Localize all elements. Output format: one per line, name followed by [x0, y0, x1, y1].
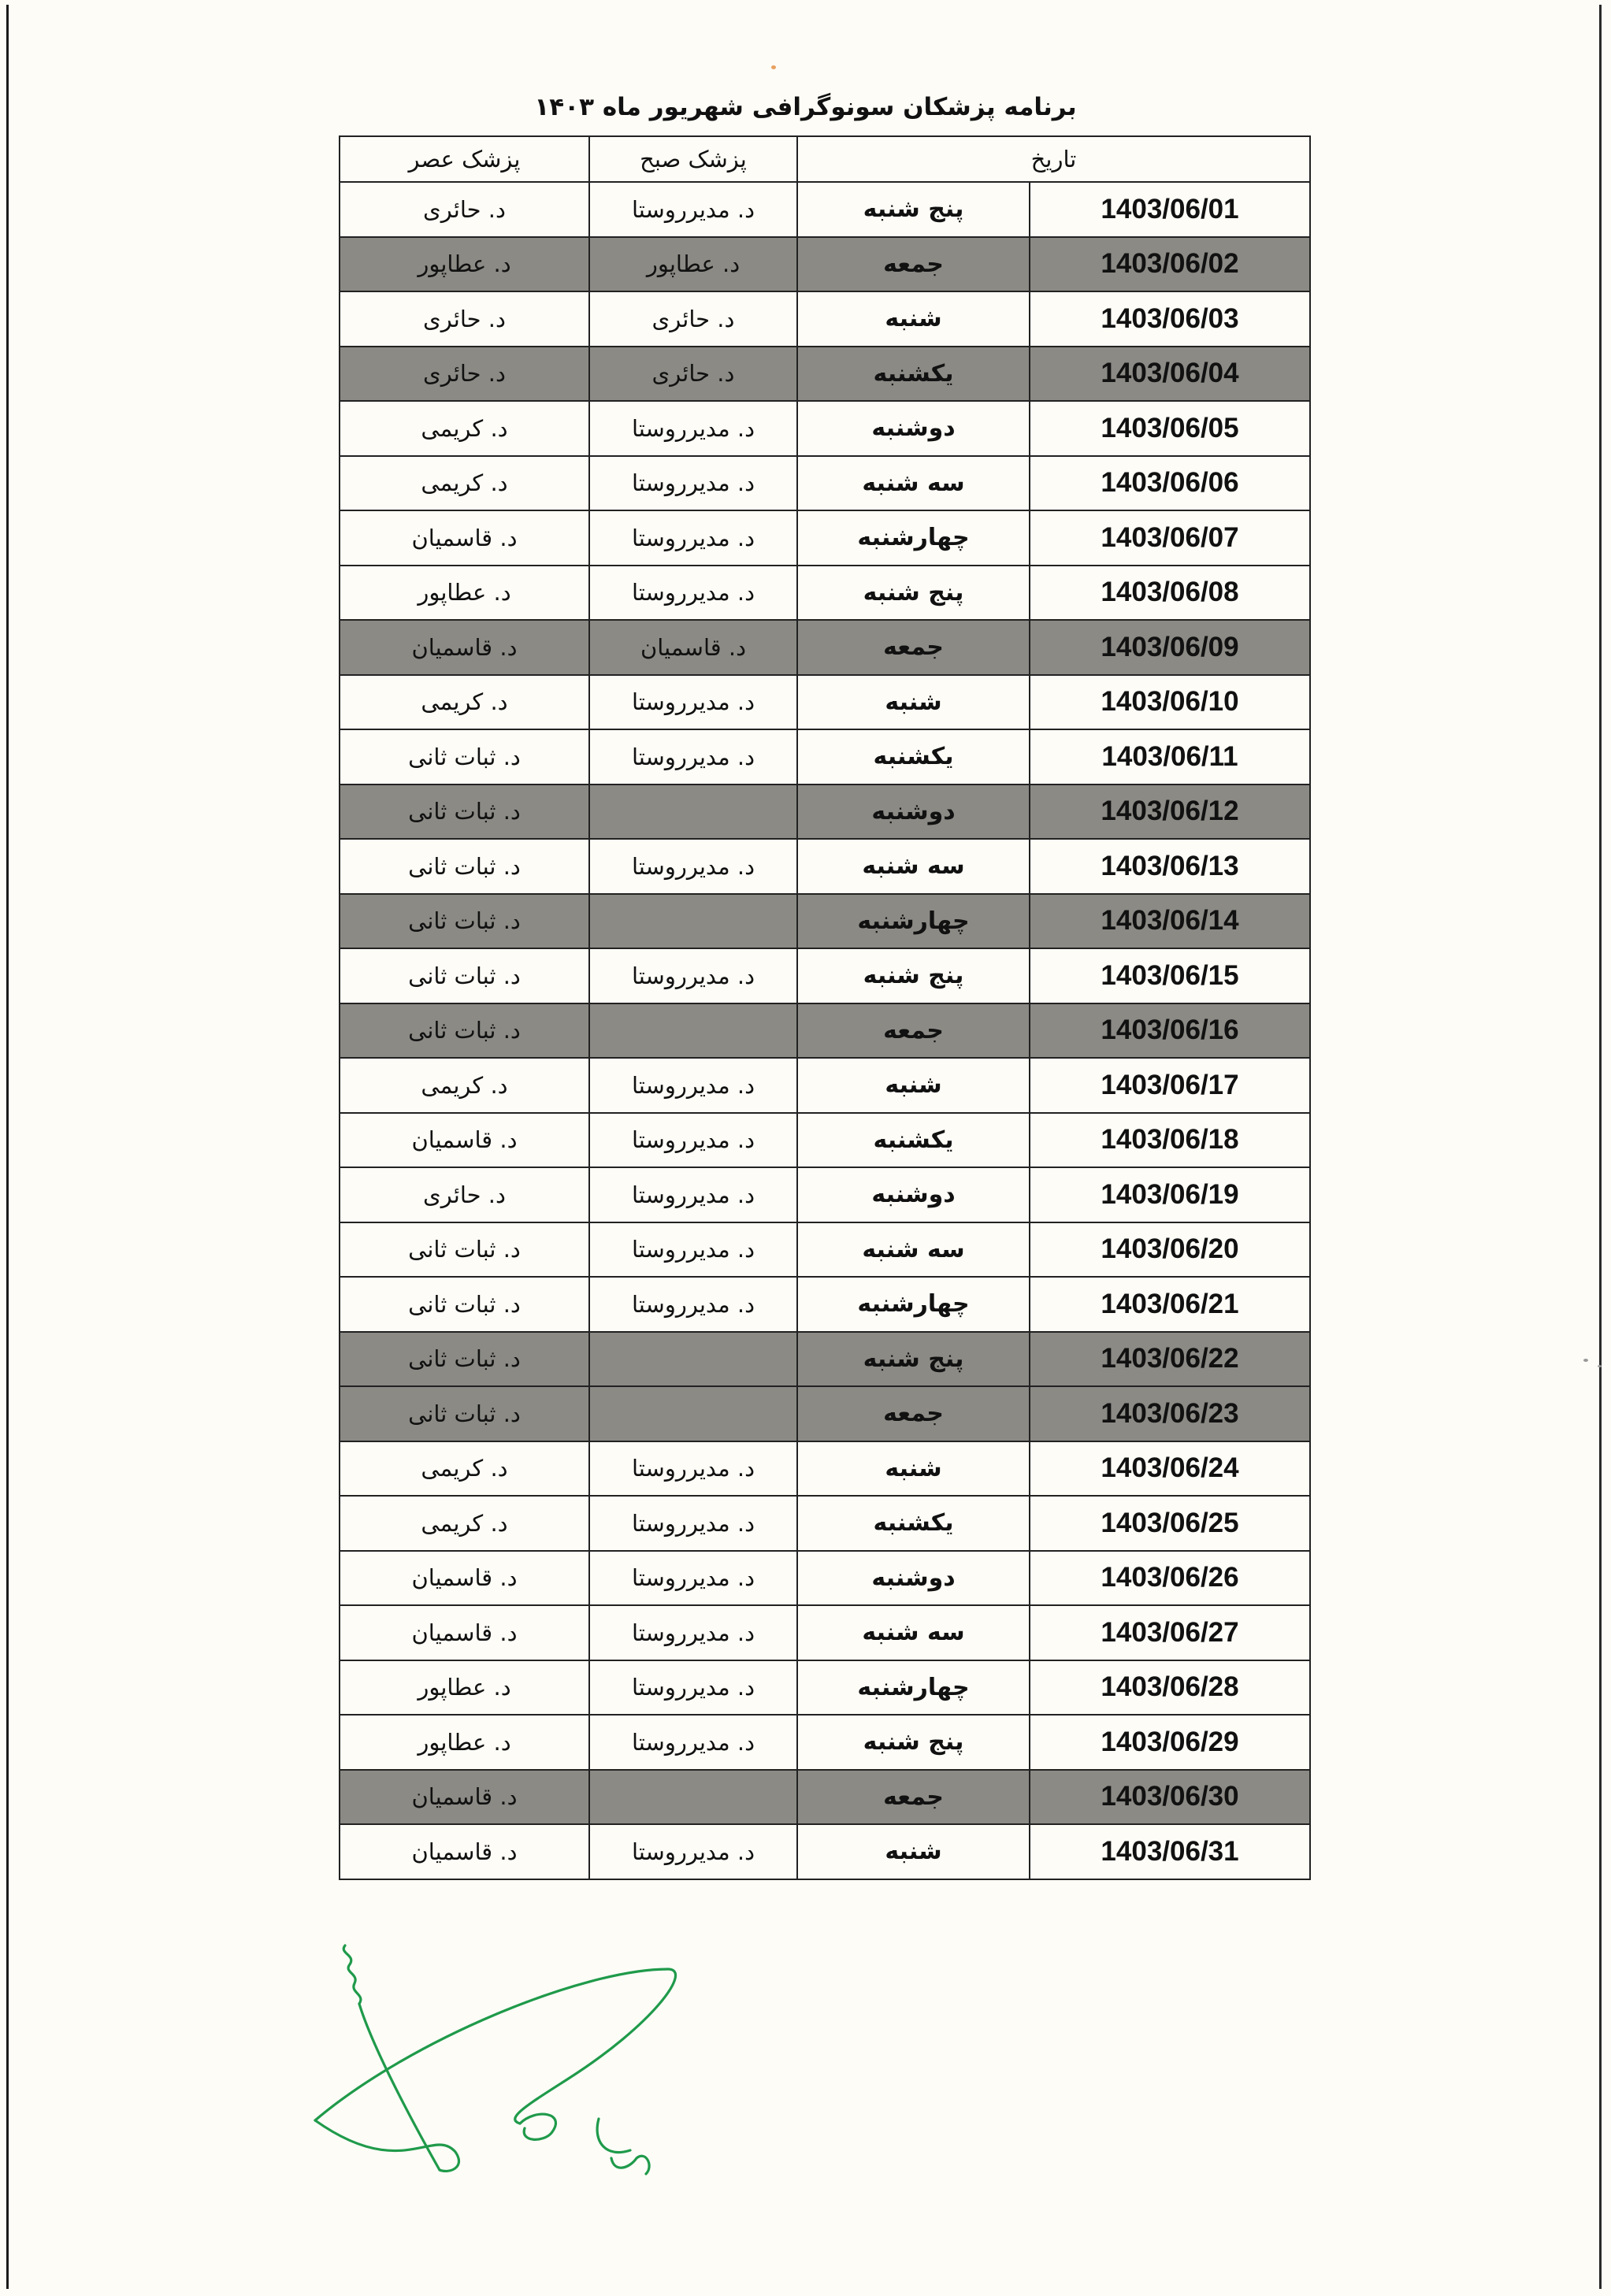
weekday-cell: جمعه: [797, 1003, 1030, 1059]
table-row: [340, 1824, 1310, 1879]
table-row: [340, 1496, 1310, 1551]
weekday-cell: شنبه: [797, 1824, 1030, 1879]
table-row: [340, 1551, 1310, 1606]
table-row: [340, 1386, 1310, 1441]
weekday-cell: شنبه: [797, 1058, 1030, 1113]
table-row: [340, 894, 1310, 949]
header-date: تاریخ: [797, 136, 1310, 182]
morning-doctor-cell: د. حائری: [589, 347, 797, 402]
morning-doctor-cell: د. مدیرروستا: [589, 1605, 797, 1660]
date-cell: 1403/06/04: [1030, 347, 1310, 402]
date-cell: 1403/06/17: [1030, 1058, 1310, 1113]
weekday-cell: شنبه: [797, 675, 1030, 730]
evening-doctor-cell: د. عطاپور: [340, 1660, 589, 1716]
weekday-cell: جمعه: [797, 620, 1030, 675]
weekday-cell: دوشنبه: [797, 784, 1030, 840]
weekday-cell: پنج شنبه: [797, 1332, 1030, 1387]
evening-doctor-cell: د. قاسمیان: [340, 1113, 589, 1168]
table-row: [340, 784, 1310, 840]
evening-doctor-cell: د. قاسمیان: [340, 510, 589, 566]
evening-doctor-cell: د. کریمی: [340, 675, 589, 730]
date-cell: 1403/06/20: [1030, 1222, 1310, 1278]
date-cell: 1403/06/27: [1030, 1605, 1310, 1660]
date-cell: 1403/06/28: [1030, 1660, 1310, 1716]
weekday-cell: پنج شنبه: [797, 182, 1030, 237]
weekday-cell: یکشنبه: [797, 347, 1030, 402]
date-cell: 1403/06/11: [1030, 729, 1310, 784]
morning-doctor-cell: د. مدیرروستا: [589, 948, 797, 1003]
date-cell: 1403/06/08: [1030, 566, 1310, 621]
morning-doctor-cell: د. مدیرروستا: [589, 566, 797, 621]
date-cell: 1403/06/14: [1030, 894, 1310, 949]
date-cell: 1403/06/24: [1030, 1441, 1310, 1497]
evening-doctor-cell: د. ثبات ثانی: [340, 1332, 589, 1387]
evening-doctor-cell: د. حائری: [340, 1167, 589, 1222]
morning-doctor-cell: د. مدیرروستا: [589, 1277, 797, 1332]
signature: [284, 1922, 693, 2190]
evening-doctor-cell: د. عطاپور: [340, 566, 589, 621]
evening-doctor-cell: د. کریمی: [340, 1441, 589, 1497]
weekday-cell: جمعه: [797, 1770, 1030, 1825]
table-row: [340, 1113, 1310, 1168]
weekday-cell: چهارشنبه: [797, 894, 1030, 949]
weekday-cell: جمعه: [797, 1386, 1030, 1441]
morning-doctor-cell: د. مدیرروستا: [589, 401, 797, 456]
morning-doctor-cell: د. مدیرروستا: [589, 1058, 797, 1113]
date-cell: 1403/06/06: [1030, 456, 1310, 511]
date-cell: 1403/06/26: [1030, 1551, 1310, 1606]
weekday-cell: سه شنبه: [797, 839, 1030, 894]
table-row: [340, 1441, 1310, 1497]
evening-doctor-cell: د. کریمی: [340, 401, 589, 456]
evening-doctor-cell: د. کریمی: [340, 1058, 589, 1113]
date-cell: 1403/06/03: [1030, 291, 1310, 347]
date-cell: 1403/06/16: [1030, 1003, 1310, 1059]
weekday-cell: چهارشنبه: [797, 1660, 1030, 1716]
date-cell: 1403/06/31: [1030, 1824, 1310, 1879]
evening-doctor-cell: د. حائری: [340, 182, 589, 237]
morning-doctor-cell: د. مدیرروستا: [589, 1222, 797, 1278]
evening-doctor-cell: د. کریمی: [340, 456, 589, 511]
table-row: [340, 1003, 1310, 1059]
weekday-cell: سه شنبه: [797, 1605, 1030, 1660]
weekday-cell: یکشنبه: [797, 1113, 1030, 1168]
scan-speck: [1583, 1359, 1588, 1362]
weekday-cell: پنج شنبه: [797, 1715, 1030, 1770]
table-row: [340, 1277, 1310, 1332]
table-row: [340, 237, 1310, 292]
table-row: [340, 729, 1310, 784]
evening-doctor-cell: د. ثبات ثانی: [340, 1003, 589, 1059]
date-cell: 1403/06/12: [1030, 784, 1310, 840]
morning-doctor-cell: [589, 1386, 797, 1441]
evening-doctor-cell: د. ثبات ثانی: [340, 729, 589, 784]
evening-doctor-cell: د. ثبات ثانی: [340, 1386, 589, 1441]
evening-doctor-cell: د. ثبات ثانی: [340, 1277, 589, 1332]
evening-doctor-cell: د. عطاپور: [340, 1715, 589, 1770]
table-row: [340, 1332, 1310, 1387]
table-row: [340, 566, 1310, 621]
header-evening-doctor: پزشک عصر: [340, 136, 589, 182]
morning-doctor-cell: [589, 784, 797, 840]
date-cell: 1403/06/21: [1030, 1277, 1310, 1332]
date-cell: 1403/06/23: [1030, 1386, 1310, 1441]
table-row: [340, 839, 1310, 894]
evening-doctor-cell: د. قاسمیان: [340, 1824, 589, 1879]
weekday-cell: دوشنبه: [797, 401, 1030, 456]
date-cell: 1403/06/22: [1030, 1332, 1310, 1387]
table-row: [340, 1222, 1310, 1278]
table-row: [340, 456, 1310, 511]
date-cell: 1403/06/18: [1030, 1113, 1310, 1168]
evening-doctor-cell: د. حائری: [340, 347, 589, 402]
morning-doctor-cell: د. مدیرروستا: [589, 510, 797, 566]
evening-doctor-cell: د. ثبات ثانی: [340, 784, 589, 840]
evening-doctor-cell: د. قاسمیان: [340, 1770, 589, 1825]
morning-doctor-cell: [589, 1332, 797, 1387]
date-cell: 1403/06/29: [1030, 1715, 1310, 1770]
evening-doctor-cell: د. ثبات ثانی: [340, 894, 589, 949]
morning-doctor-cell: د. قاسمیان: [589, 620, 797, 675]
evening-doctor-cell: د. ثبات ثانی: [340, 1222, 589, 1278]
evening-doctor-cell: د. ثبات ثانی: [340, 948, 589, 1003]
morning-doctor-cell: د. مدیرروستا: [589, 1496, 797, 1551]
schedule-body: [340, 182, 1310, 1879]
weekday-cell: یکشنبه: [797, 1496, 1030, 1551]
morning-doctor-cell: د. مدیرروستا: [589, 1824, 797, 1879]
morning-doctor-cell: د. مدیرروستا: [589, 729, 797, 784]
date-cell: 1403/06/19: [1030, 1167, 1310, 1222]
table-row: [340, 347, 1310, 402]
table-header-row: [340, 136, 1310, 182]
morning-doctor-cell: د. عطاپور: [589, 237, 797, 292]
morning-doctor-cell: [589, 894, 797, 949]
table-row: [340, 291, 1310, 347]
date-cell: 1403/06/09: [1030, 620, 1310, 675]
table-row: [340, 620, 1310, 675]
morning-doctor-cell: د. مدیرروستا: [589, 1167, 797, 1222]
morning-doctor-cell: د. مدیرروستا: [589, 456, 797, 511]
scan-speck: [1598, 1365, 1602, 1367]
date-cell: 1403/06/05: [1030, 401, 1310, 456]
table-row: [340, 401, 1310, 456]
weekday-cell: دوشنبه: [797, 1551, 1030, 1606]
weekday-cell: سه شنبه: [797, 456, 1030, 511]
morning-doctor-cell: د. مدیرروستا: [589, 1113, 797, 1168]
morning-doctor-cell: د. مدیرروستا: [589, 1715, 797, 1770]
table-row: [340, 675, 1310, 730]
evening-doctor-cell: د. قاسمیان: [340, 1605, 589, 1660]
page-title: برنامه پزشکان سونوگرافی شهریور ماه ۱۴۰۳: [534, 93, 1077, 121]
date-cell: 1403/06/02: [1030, 237, 1310, 292]
evening-doctor-cell: د. قاسمیان: [340, 620, 589, 675]
table-row: [340, 1605, 1310, 1660]
scan-speck: [771, 65, 776, 69]
weekday-cell: شنبه: [797, 1441, 1030, 1497]
table-row: [340, 1167, 1310, 1222]
table-row: [340, 1770, 1310, 1825]
header-morning-doctor: پزشک صبح: [589, 136, 797, 182]
table-row: [340, 948, 1310, 1003]
date-cell: 1403/06/15: [1030, 948, 1310, 1003]
weekday-cell: چهارشنبه: [797, 510, 1030, 566]
evening-doctor-cell: د. عطاپور: [340, 237, 589, 292]
evening-doctor-cell: د. حائری: [340, 291, 589, 347]
morning-doctor-cell: د. مدیرروستا: [589, 1441, 797, 1497]
weekday-cell: پنج شنبه: [797, 948, 1030, 1003]
date-cell: 1403/06/13: [1030, 839, 1310, 894]
weekday-cell: جمعه: [797, 237, 1030, 292]
morning-doctor-cell: د. مدیرروستا: [589, 839, 797, 894]
morning-doctor-cell: د. مدیرروستا: [589, 1551, 797, 1606]
morning-doctor-cell: [589, 1003, 797, 1059]
morning-doctor-cell: د. مدیرروستا: [589, 675, 797, 730]
table-row: [340, 1058, 1310, 1113]
weekday-cell: چهارشنبه: [797, 1277, 1030, 1332]
morning-doctor-cell: د. مدیرروستا: [589, 1660, 797, 1716]
table-row: [340, 510, 1310, 566]
date-cell: 1403/06/01: [1030, 182, 1310, 237]
date-cell: 1403/06/07: [1030, 510, 1310, 566]
evening-doctor-cell: د. قاسمیان: [340, 1551, 589, 1606]
weekday-cell: یکشنبه: [797, 729, 1030, 784]
morning-doctor-cell: د. مدیرروستا: [589, 182, 797, 237]
table-row: [340, 182, 1310, 237]
date-cell: 1403/06/10: [1030, 675, 1310, 730]
date-cell: 1403/06/30: [1030, 1770, 1310, 1825]
morning-doctor-cell: [589, 1770, 797, 1825]
evening-doctor-cell: د. کریمی: [340, 1496, 589, 1551]
weekday-cell: پنج شنبه: [797, 566, 1030, 621]
weekday-cell: سه شنبه: [797, 1222, 1030, 1278]
morning-doctor-cell: د. حائری: [589, 291, 797, 347]
table-row: [340, 1715, 1310, 1770]
table-row: [340, 1660, 1310, 1716]
schedule-table: [339, 135, 1311, 1880]
weekday-cell: شنبه: [797, 291, 1030, 347]
date-cell: 1403/06/25: [1030, 1496, 1310, 1551]
weekday-cell: دوشنبه: [797, 1167, 1030, 1222]
evening-doctor-cell: د. ثبات ثانی: [340, 839, 589, 894]
